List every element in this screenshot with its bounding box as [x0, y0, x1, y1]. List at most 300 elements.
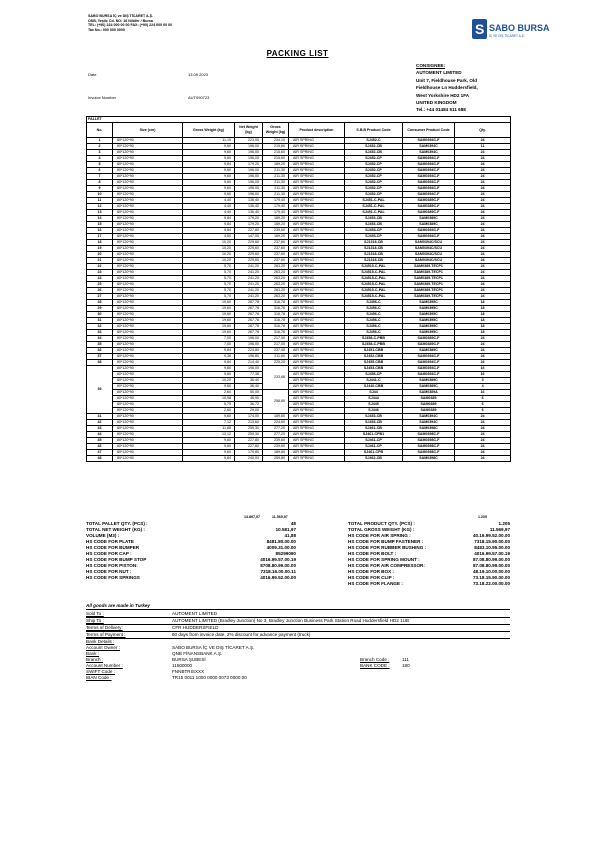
table-cell: 50,00	[235, 390, 263, 396]
table-cell: 316,78	[263, 306, 289, 312]
svg-text:S: S	[475, 21, 485, 37]
table-cell: SJ452-CP	[345, 192, 403, 198]
info-key: Branch Code :	[360, 657, 390, 662]
table-cell: SAM0394C	[403, 144, 455, 150]
table-cell: 24	[455, 348, 511, 354]
table-cell: 80*120*90	[113, 420, 183, 426]
table-cell: 263,20	[263, 282, 289, 288]
total-gross-2: 11.569,97	[272, 515, 288, 519]
table-cell: 196,00	[235, 366, 263, 372]
table-cell: SAM0398C	[403, 426, 455, 432]
col-header: Gross Weight (kg)	[263, 123, 289, 138]
table-cell: AIR SPRING	[289, 156, 345, 162]
table-cell: 196,00	[235, 342, 263, 348]
table-cell: SAM0394C/SCU	[403, 246, 455, 252]
table-cell: SJ452-CP	[345, 180, 403, 186]
table-cell: SJ461-CP	[345, 438, 403, 444]
table-cell: SJ462-CB	[345, 456, 403, 462]
table-cell: 15	[87, 222, 113, 228]
table-cell: 80*120*90	[113, 144, 183, 150]
table-cell: 39	[87, 366, 113, 414]
summary-value: 4016.99.57.00.19	[474, 551, 510, 556]
table-cell: 80*120*90	[113, 264, 183, 270]
table-cell: 136,40	[235, 198, 263, 204]
summary-key: HS CODE FOR CLIP :	[348, 575, 395, 580]
table-cell: SJ461-CB	[345, 426, 403, 432]
table-cell: 12	[87, 204, 113, 210]
table-cell: SAM0394C-F	[403, 354, 455, 360]
table-cell: 18	[455, 330, 511, 336]
table-cell: SAM0389C	[403, 348, 455, 354]
table-cell: AIR SPRING	[289, 450, 345, 456]
table-cell: 24	[455, 192, 511, 198]
table-cell: SAM0389-TECP1	[403, 270, 455, 276]
table-cell: 316,78	[263, 330, 289, 336]
table-cell: SJ452-CBB	[345, 354, 403, 360]
table-cell: 19	[87, 246, 113, 252]
table-cell: 196,00	[235, 336, 263, 342]
summary-key: TOTAL GROSS WEIGHT (KG) :	[348, 527, 415, 532]
summary-value: 87.08.80.99.00.00	[472, 563, 510, 568]
table-cell: 234,10	[263, 138, 289, 144]
table-cell: 169,20	[263, 234, 289, 240]
summary-key: TOTAL PALLET QTY. (PCS) :	[86, 521, 148, 526]
table-cell: 24	[455, 264, 511, 270]
table-cell: 24	[455, 174, 511, 180]
table-cell: 267,78	[235, 300, 263, 306]
table-cell: 9,36	[183, 354, 235, 360]
table-cell: 24	[455, 210, 511, 216]
table-cell: 80*120*90	[113, 270, 183, 276]
table-cell: 80*120*90	[113, 306, 183, 312]
date-label: Date	[88, 72, 97, 77]
summary-value: 73.18.15.90.00.00	[472, 575, 510, 580]
table-cell: 239,60	[263, 444, 289, 450]
table-cell: 24	[455, 216, 511, 222]
table-cell: 259,80	[263, 456, 289, 462]
summary-key: TOTAL NET WEIGHT (KG) :	[86, 527, 145, 532]
table-cell: 223,00	[235, 138, 263, 144]
table-cell: 11,10	[183, 138, 235, 144]
company-tax: Tax No.: 000 000 0000	[88, 27, 125, 32]
table-cell: SJ453-CBB	[345, 366, 403, 372]
table-cell: AIR SPRING	[289, 366, 345, 372]
table-cell: 229,60	[235, 252, 263, 258]
table-cell: 9,60	[183, 444, 235, 450]
table-cell: 80*120*90	[113, 426, 183, 432]
table-cell: SJ452-CP	[345, 156, 403, 162]
table-cell: SAM0394C-F	[403, 372, 455, 378]
table-cell: SJ453-CB	[345, 216, 403, 222]
table-cell: 80*120*90	[113, 252, 183, 258]
table-cell: 6	[455, 402, 511, 408]
table-cell: 263,20	[263, 276, 289, 282]
table-cell: 24	[455, 414, 511, 420]
table-cell: 24	[455, 222, 511, 228]
table-cell: AIR SPRING	[289, 222, 345, 228]
table-cell: SJ1318-CB	[345, 240, 403, 246]
table-cell: 7,00	[183, 336, 235, 342]
table-cell: SJ1318-CB	[345, 246, 403, 252]
table-cell: SAM0398C	[403, 456, 455, 462]
table-cell: 9	[87, 186, 113, 192]
table-cell: 196,00	[235, 144, 263, 150]
table-cell: 80*120*90	[113, 168, 183, 174]
company-phone: TEL: (+90) 224 000 00 00 FAX: (+90) 224 000 00 00	[88, 23, 173, 28]
table-cell: AIR SPRING	[289, 192, 345, 198]
goods-note: All goods are made in Turkey	[86, 603, 510, 610]
table-cell: AIR SPRING	[289, 300, 345, 306]
table-cell: 229,60	[235, 246, 263, 252]
table-cell: AIR SPRING	[289, 432, 345, 438]
table-cell: 6	[87, 168, 113, 174]
table-cell: SJ458-C-PBB	[345, 342, 403, 348]
table-cell: 2	[87, 144, 113, 150]
summary-value: 4009.31.00.00	[266, 545, 296, 550]
table-cell: 6	[455, 396, 511, 402]
consignee-line: West Yorkshire HD2 1FA	[416, 92, 470, 98]
table-cell: 4,40	[183, 198, 235, 204]
summary-key: HS CODE FOR NUT :	[86, 569, 132, 574]
table-cell: SJ441-C	[345, 378, 403, 384]
summary-key: HS CODE FOR FLANGE :	[348, 581, 403, 586]
table-cell: 22	[87, 264, 113, 270]
table-cell: 258,80	[263, 390, 289, 414]
table-cell: 80*120*90	[113, 312, 183, 318]
table-cell: SJ456-C	[345, 324, 403, 330]
table-cell: 80*120*90	[113, 150, 183, 156]
summary-key: HS CODE FOR AIR COMPRESSOR:	[348, 563, 425, 568]
table-cell: SJ451-C-PAL	[345, 210, 403, 216]
pallet-label: PALLET	[87, 117, 511, 123]
table-cell: 241,20	[235, 282, 263, 288]
table-cell: SAM0389C	[403, 222, 455, 228]
table-cell: SAM0394C/SCU	[403, 252, 455, 258]
table-cell: 36,40	[235, 378, 263, 384]
table-cell: 80*120*90	[113, 228, 183, 234]
table-cell: 189,60	[263, 414, 289, 420]
table-cell: SAM0394C-F	[403, 138, 455, 144]
table-cell: 9,60	[183, 180, 235, 186]
table-cell: 179,40	[263, 210, 289, 216]
table-cell: 227,80	[235, 228, 263, 234]
table-cell: 80*120*90	[113, 204, 183, 210]
info-value: 60 days from invoice date, 2% discount for advance payment (truck)	[172, 632, 311, 637]
table-cell: 9,84	[183, 162, 235, 168]
table-cell: SJ452-CB	[345, 144, 403, 150]
table-cell: SAM0394C-F	[403, 360, 455, 366]
table-cell: 31	[87, 318, 113, 324]
table-cell: SAM0394C	[403, 150, 455, 156]
table-cell: 227,80	[235, 438, 263, 444]
table-cell: 24	[455, 204, 511, 210]
table-cell: AIR SPRING	[289, 204, 345, 210]
table-cell: 16	[455, 372, 511, 378]
table-cell: 80*120*90	[113, 456, 183, 462]
table-cell: SJ4515-C-PAL	[345, 282, 403, 288]
col-header: S.B.B Product Code	[345, 123, 403, 138]
table-cell: SAM0389C	[403, 384, 455, 390]
summary-key: HS CODE FOR RUBBER BUSHING :	[348, 545, 427, 550]
summary-value: 48.19.10.00.00.00	[472, 569, 510, 574]
info-key: BANK CODE :	[360, 663, 390, 668]
table-cell: AIR SPRING	[289, 150, 345, 156]
table-cell: 189,80	[263, 450, 289, 456]
summary-key: TOTAL PRODUCT QTY. (PCS) :	[348, 521, 415, 526]
table-cell: 24	[455, 294, 511, 300]
table-cell: 24	[455, 180, 511, 186]
col-header: Gross Weight (kg)	[183, 123, 235, 138]
table-cell: AIR SPRING	[289, 186, 345, 192]
table-cell: 35	[87, 342, 113, 348]
table-cell: SAM0398C-F	[403, 444, 455, 450]
col-header: Net Weight (kg)	[235, 123, 263, 138]
table-cell: 211,30	[263, 192, 289, 198]
table-cell: 237,60	[263, 246, 289, 252]
table-cell: 28	[87, 300, 113, 306]
summary-key: HS CODE FOR BUMPER	[86, 545, 140, 550]
table-cell: 9,60	[183, 144, 235, 150]
info-value: 111	[402, 657, 409, 662]
table-cell: 34	[87, 336, 113, 342]
table-cell: 9,60	[183, 156, 235, 162]
info-value: 180	[402, 663, 410, 668]
summary-value: 8708.80.99.00.00	[260, 563, 296, 568]
table-cell: SJ453-CB	[345, 414, 403, 420]
table-cell: SAM0389C	[403, 216, 455, 222]
table-cell: 80*120*90	[113, 372, 183, 378]
table-cell: 179,20	[235, 222, 263, 228]
summary-value: 11.569,97	[489, 527, 510, 532]
summary-value: 1.205	[498, 521, 510, 526]
table-cell: 80*120*90	[113, 240, 183, 246]
table-cell: SJ456-C	[345, 306, 403, 312]
table-cell: 24	[455, 234, 511, 240]
table-cell: 5,70	[183, 288, 235, 294]
table-cell: 9,60	[183, 150, 235, 156]
table-cell: 10,98	[183, 396, 235, 402]
table-cell: 5	[87, 162, 113, 168]
info-row	[86, 632, 510, 639]
table-cell: 9,60	[183, 174, 235, 180]
table-cell: 316,78	[263, 312, 289, 318]
table-cell: 5,70	[183, 270, 235, 276]
table-cell: 80*120*90	[113, 294, 183, 300]
col-header: Consumer Product Code	[403, 123, 455, 138]
table-cell: 80*120*90	[113, 378, 183, 384]
table-cell: 225,20	[263, 360, 289, 366]
consignee-line: Unit 7, Fieldhouse Park, Old	[416, 77, 478, 83]
table-cell: 189,20	[263, 162, 289, 168]
table-cell: 20	[87, 252, 113, 258]
table-cell: 80*120*90	[113, 246, 183, 252]
col-header: No.	[87, 123, 113, 138]
table-cell: AIR SPRING	[289, 252, 345, 258]
table-cell: 18	[455, 318, 511, 324]
info-row	[86, 618, 510, 625]
table-cell: 229,60	[235, 258, 263, 264]
table-cell: SJ456-C	[345, 318, 403, 324]
table-cell: 80*120*90	[113, 156, 183, 162]
table-cell: SJ44	[345, 390, 403, 396]
table-cell: 267,78	[235, 330, 263, 336]
table-cell: SJ452-CP	[345, 174, 403, 180]
table-cell: SAM0394C-F	[403, 156, 455, 162]
table-cell: 9,60	[183, 186, 235, 192]
table-cell: 80*120*90	[113, 216, 183, 222]
table-cell: 45	[87, 438, 113, 444]
table-cell: 48	[87, 456, 113, 462]
table-cell: AIR SPRING	[289, 402, 345, 408]
table-cell: 24	[455, 342, 511, 348]
table-cell: SJ452-CP	[345, 162, 403, 168]
info-value: CFR HUDDERSFIELD	[172, 625, 219, 630]
table-cell: AIR SPRING	[289, 264, 345, 270]
table-cell: 214,40	[235, 360, 263, 366]
info-value: SABO BURSA İÇ VE DIŞ TİCARET A.Ş.	[172, 645, 255, 650]
table-cell: 44	[87, 432, 113, 438]
table-cell: SJ458-C-PBB	[345, 336, 403, 342]
consignee-header: CONSIGNEE:	[416, 63, 446, 68]
table-cell: AIR SPRING	[289, 348, 345, 354]
table-cell: 10,20	[183, 246, 235, 252]
table-cell: SAM0394C-F	[403, 366, 455, 372]
table-cell: 41	[87, 414, 113, 420]
table-cell: 316,78	[263, 300, 289, 306]
table-cell: 80*120*90	[113, 414, 183, 420]
table-cell: 16	[455, 390, 511, 396]
table-cell: AIR SPRING	[289, 426, 345, 432]
summary-key: HS CODE FOR BUMP FASTENER :	[348, 539, 424, 544]
table-row	[87, 456, 511, 462]
table-cell: SAM0389C-F	[403, 342, 455, 348]
table-cell: 19,60	[183, 324, 235, 330]
table-cell: AIR SPRING	[289, 138, 345, 144]
table-cell: SJ4515-C-PAL	[345, 294, 403, 300]
consignee-block	[416, 62, 478, 114]
summary-key: HS CODE FOR SPRINGS	[86, 575, 140, 580]
table-cell: 46,90	[235, 396, 263, 402]
table-cell: AIR SPRING	[289, 234, 345, 240]
total-qty: 1.205	[478, 515, 487, 519]
table-cell: 136,40	[235, 210, 263, 216]
table-cell: 237,60	[263, 240, 289, 246]
table-cell: 9,60	[183, 384, 235, 390]
table-cell: SAM0394C	[403, 414, 455, 420]
table-cell: 196,00	[235, 180, 263, 186]
table-cell: 80*120*90	[113, 300, 183, 306]
summary-key: HS CODE FOR BOLT :	[348, 551, 397, 556]
table-cell: 196,00	[235, 150, 263, 156]
table-cell: SAM0395C	[403, 300, 455, 306]
table-cell: 179,20	[235, 216, 263, 222]
table-cell: 9,60	[183, 366, 235, 372]
table-cell: AIR SPRING	[289, 324, 345, 330]
table-cell: SJ461-CPB1	[345, 432, 403, 438]
table-header-row	[87, 123, 511, 138]
table-cell: 24	[455, 432, 511, 438]
table-cell: 77,38	[235, 372, 263, 378]
table-cell: 4,40	[183, 204, 235, 210]
table-cell: 80*120*90	[113, 222, 183, 228]
table-cell: AIR SPRING	[289, 270, 345, 276]
table-cell: AIR SPRING	[289, 288, 345, 294]
table-cell: SJ446	[345, 408, 403, 414]
table-cell: 9,84	[183, 360, 235, 366]
table-cell: SJ461-CPB	[345, 450, 403, 456]
table-cell: AIR SPRING	[289, 162, 345, 168]
summary-key: HS CODE FOR PISTON:	[86, 563, 138, 568]
table-cell: 211,30	[263, 180, 289, 186]
table-cell: 80*120*90	[113, 360, 183, 366]
info-value: FNNBTRISXXX	[172, 669, 205, 674]
table-cell: 19,60	[183, 300, 235, 306]
table-cell: SJ453-CP	[345, 228, 403, 234]
table-cell: SJ453-CB	[345, 420, 403, 426]
table-cell: SJ4515-C-PAL	[345, 264, 403, 270]
table-cell: 27	[87, 294, 113, 300]
table-cell: 4,60	[183, 234, 235, 240]
table-cell: 211,60	[263, 354, 289, 360]
table-cell: 80*120*90	[113, 324, 183, 330]
table-cell: SAM0389A	[403, 390, 455, 396]
table-cell: 2,60	[183, 408, 235, 414]
table-cell: 24	[455, 450, 511, 456]
table-cell: SJ452-CP	[345, 168, 403, 174]
table-cell: 8	[87, 180, 113, 186]
table-cell: AIR SPRING	[289, 282, 345, 288]
table-cell: 5,70	[183, 276, 235, 282]
table-cell: 18	[455, 324, 511, 330]
table-cell: AIR SPRING	[289, 294, 345, 300]
table-cell: 24	[455, 168, 511, 174]
table-cell: 18	[87, 240, 113, 246]
info-value: 11500000	[172, 663, 193, 668]
table-cell: 316,78	[263, 318, 289, 324]
table-cell: 36,72	[235, 402, 263, 408]
table-cell: AIR SPRING	[289, 408, 345, 414]
table-cell: SJ444	[345, 396, 403, 402]
table-cell: 18	[455, 312, 511, 318]
table-cell: AIR SPRING	[289, 438, 345, 444]
info-key: Ship To :	[86, 618, 104, 623]
table-cell: SAM0395C	[403, 324, 455, 330]
table-cell: 5,70	[183, 264, 235, 270]
table-cell: 215,60	[263, 156, 289, 162]
table-cell: SJ456-C	[345, 312, 403, 318]
table-cell: 259,30	[235, 426, 263, 432]
table-cell: 11	[87, 198, 113, 204]
info-value: QNB FİNANSBANK A.Ş.	[172, 651, 223, 656]
info-key: SWIFT Code :	[86, 669, 116, 674]
table-cell: 237,40	[263, 348, 289, 354]
summary-key: HS CODE FOR BOX :	[348, 569, 394, 574]
table-cell: 5,70	[183, 282, 235, 288]
table-cell: AIR SPRING	[289, 246, 345, 252]
svg-text:SABO BURSA: SABO BURSA	[489, 23, 550, 33]
summary-value: 7318.16.00.00.11	[260, 569, 296, 574]
table-cell: 18	[455, 300, 511, 306]
table-cell: 24	[455, 240, 511, 246]
table-cell: 80*120*90	[113, 138, 183, 144]
consignee-line: Tel.: +44 01484 511 688	[416, 107, 466, 113]
table-cell: AIR SPRING	[289, 174, 345, 180]
table-cell: 37	[87, 354, 113, 360]
summary-value: 8481.80.00.00	[266, 539, 296, 544]
table-cell: AIR SPRING	[289, 354, 345, 360]
table-cell: 196,00	[235, 156, 263, 162]
table-cell: SAM0394C-F	[403, 234, 455, 240]
